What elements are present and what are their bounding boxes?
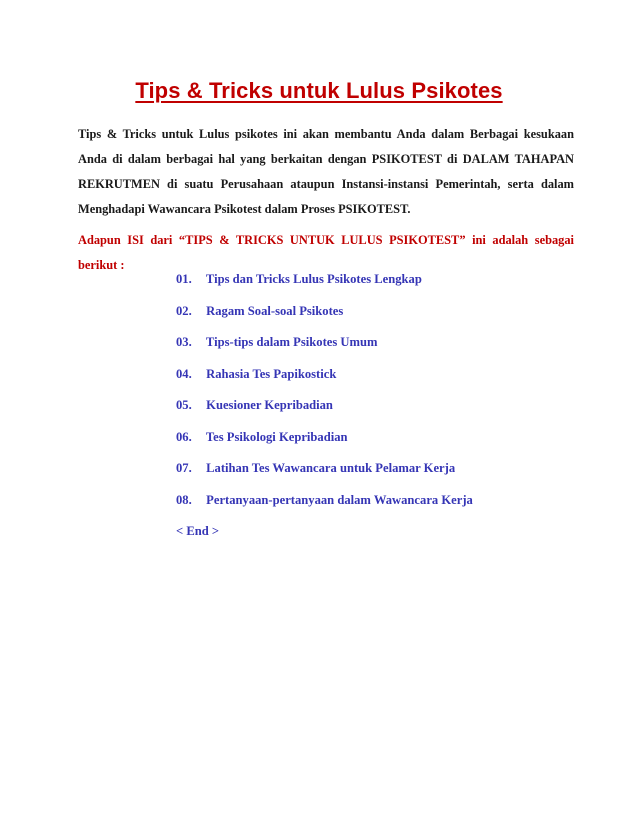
list-item-number: 03. [176,335,192,349]
list-item-number: 05. [176,398,192,412]
list-item [176,363,473,395]
end-marker: < End > [176,524,220,538]
contents-lead-paragraph: Adapun ISI dari “TIPS & TRICKS UNTUK LULUS PSIKOTEST” ini adalah sebagai berikut : [78,233,574,272]
list-item-number: 04. [176,366,192,381]
list-item-number: 08. [176,492,192,507]
intro-paragraph: Tips & Tricks untuk Lulus psikotes ini akan membantu Anda dalam Berbagai kesukaan Anda di dalam berbagai hal yang berkaitan dengan PSIKOTEST di DALAM TAHAPAN REKRUTMEN di suatu Perusahaan ataupun Instansi-instansi Pemerintah, serta dalam Menghadapi Wawancara Psikotest dalam Proses PSIKOTEST. [78,127,574,216]
list-item-label: Kuesioner Kepribadian [206,398,333,412]
list-item [176,300,473,332]
list-item-number: 06. [176,429,192,444]
list-item-number: 07. [176,461,192,475]
contents-list [176,268,473,552]
list-item-number: 01. [176,272,192,286]
list-item [176,331,473,363]
list-item-label: Latihan Tes Wawancara untuk Pelamar Kerja [206,461,456,475]
list-item-number: 02. [176,303,192,318]
list-item-label: Tips dan Tricks Lulus Psikotes Lengkap [205,272,422,286]
list-item-label: Pertanyaan-pertanyaan dalam Wawancara Kerja [206,492,473,507]
list-item [176,268,473,300]
document-title: Tips & Tricks untuk Lulus Psikotes [135,78,503,103]
list-item-label: Tes Psikologi Kepribadian [205,429,348,444]
list-item [176,426,473,458]
list-item [176,394,473,426]
list-item [176,457,473,489]
list-item-label: Tips-tips dalam Psikotes Umum [205,335,378,349]
list-item [176,489,473,521]
list-item-label: Ragam Soal-soal Psikotes [206,303,344,318]
list-item-label: Rahasia Tes Papikostick [206,366,337,381]
